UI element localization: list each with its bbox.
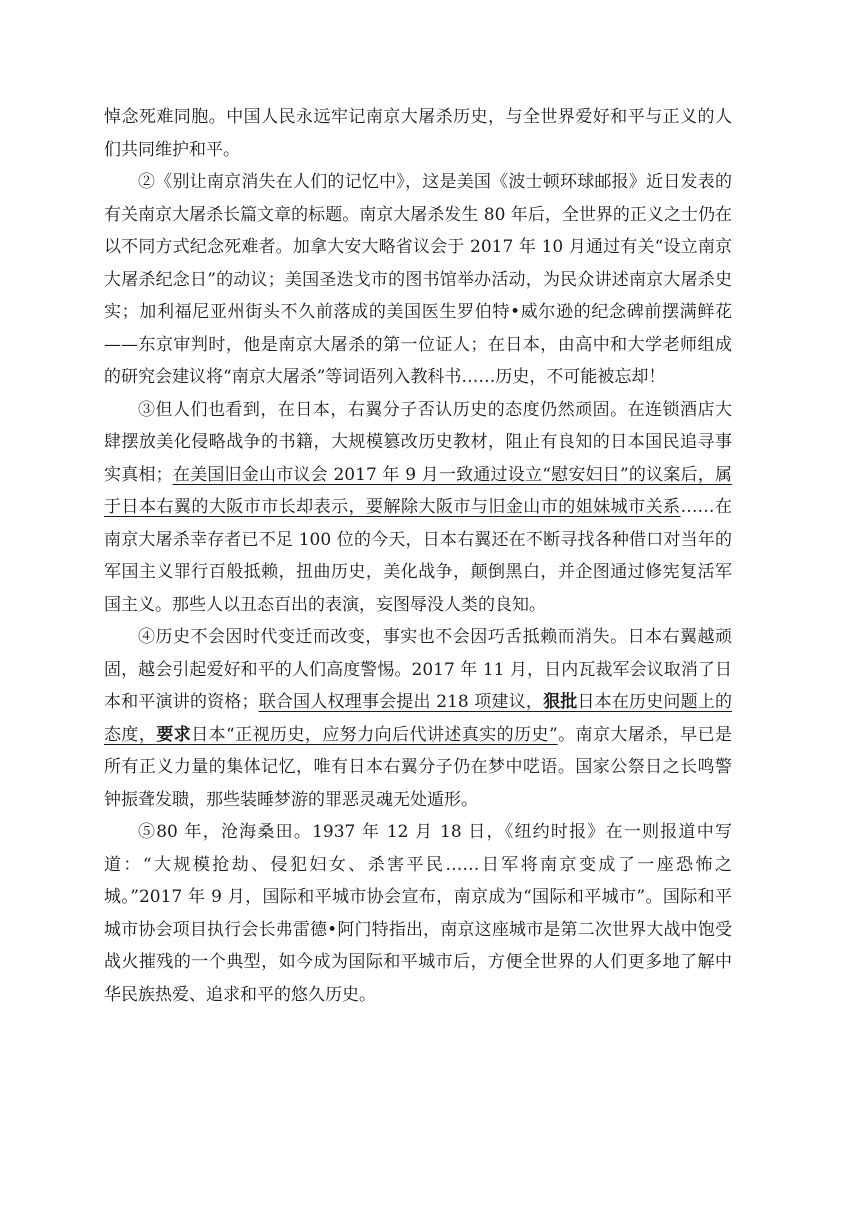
paragraph-1-text: 悼念死难同胞。中国人民永远牢记南京大屠杀历史，与全世界爱好和平与正义的人们共同维护和平。 bbox=[104, 107, 732, 160]
paragraph-3-underlined-sentence: 在美国旧金山市议会 2017 年 9 月一致通过设立“慰安妇日”的议案后，属于日本右翼的大阪市市长却表示，要解除大阪市与旧金山市的姐妹城市关系 bbox=[104, 464, 733, 517]
paragraph-3 bbox=[104, 394, 732, 622]
paragraph-5-text: ⑤80 年，沧海桑田。1937 年 12 月 18 日，《纽约时报》在一则报道中写道：“大规模抢劫、侵犯妇女、杀害平民……日军将南京变成了一座恐怖之城。”2017 年 9 月，国际和平城市协会宣布，南京成为“国际和平城市”。国际和平城市协会项目执行会长弗雷德•阿门特指出，南京这座城市是第二次世界大战中饱受战火摧残的一个典型，如今成为国际和平城市后，方便全世界的人们更多地了解中华民族热爱、追求和平的悠久历史。 bbox=[104, 822, 732, 1005]
paragraph-1-continuation bbox=[104, 101, 732, 166]
paragraph-4-text-after: 。南京大屠杀，早已是所有正义力量的集体记忆，唯有日本右翼分子仍在梦中呓语。国家公祭日之长鸣警钟振聋发聩，那些装睡梦游的罪恶灵魂无处遁形。 bbox=[104, 724, 733, 810]
article-body bbox=[104, 101, 732, 1011]
paragraph-5 bbox=[104, 816, 732, 1011]
paragraph-4 bbox=[104, 621, 732, 816]
paragraph-4-text-before: ④历史不会因时代变迁而改变，事实也不会因巧舌抵赖而消失。日本右翼越顽固，越会引起爱好和平的人们高度警惕。2017 年 11 月，日内瓦裁军会议取消了日本和平演讲的资格； bbox=[104, 627, 732, 712]
paragraph-2-text: ②《别让南京消失在人们的记忆中》，这是美国《波士顿环球邮报》近日发表的有关南京大屠杀长篇文章的标题。南京大屠杀发生 80 年后，全世界的正义之士仍在以不同方式纪念死难者。加拿大安大略省议会于 2017 年 10 月通过有关“设立南京大屠杀纪念日”的动议；美国圣迭戈市的图书馆举办活动，为民众讲述南京大屠杀史实；加利福尼亚州街头不久前落成的美国医生罗伯特•威尔逊的纪念碑前摆满鲜花——东京审判时，他是南京大屠杀的第一位证人；在日本，由高中和大学老师组成的研究会建议将“南京大屠杀”等词语列入教科书……历史，不可能被忘却！ bbox=[104, 172, 732, 387]
paragraph-2 bbox=[104, 166, 732, 394]
paragraph-3-text-after: ……在南京大屠杀幸存者已不足 100 位的今天，日本右翼还在不断寻找各种借口对当年的军国主义罪行百般抵赖，扭曲历史，美化战争，颠倒黑白，并企图通过修宪复活军国主义。那些人以丑态百出的表演，妄图辱没人类的良知。 bbox=[104, 497, 733, 615]
paragraph-4-underlined-part-3: 日本“正视历史，应努力向后代讲述真实的历史” bbox=[191, 724, 558, 745]
paragraph-4-bold-word-2: 要求 bbox=[156, 724, 192, 745]
paragraph-4-underlined-part-1: 联合国人权理事会提出 218 项建议， bbox=[258, 692, 544, 712]
paragraph-4-bold-word-1: 狠批 bbox=[543, 692, 578, 712]
paragraph-3-text-before: ③但人们也看到，在日本，右翼分子否认历史的态度仍然顽固。在连锁酒店大肆摆放美化侵略战争的书籍，大规模篡改历史教材，阻止有良知的日本国民追寻事实真相； bbox=[104, 399, 732, 485]
paragraph-4-underlined-part-2: 日本在历史问题上的态度， bbox=[104, 692, 733, 745]
